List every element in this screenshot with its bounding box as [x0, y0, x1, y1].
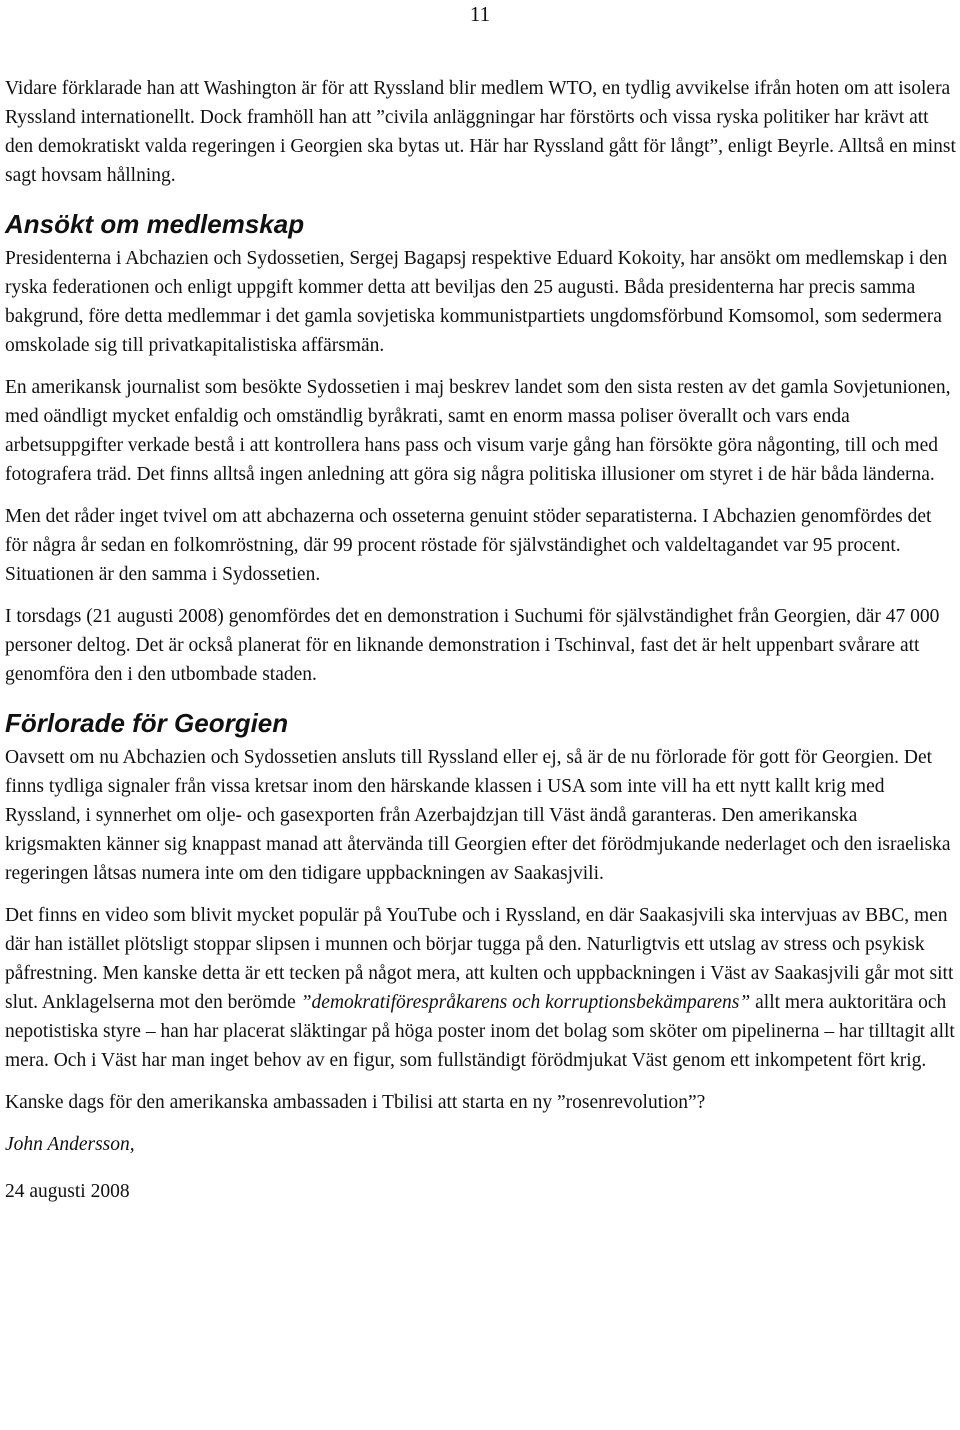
signature-date: 24 augusti 2008 [5, 1181, 130, 1202]
paragraph-2: Presidenterna i Abchazien och Sydossetien, Sergej Bagapsj respektive Eduard Kokoity, har ansökt om medlemskap i den ryska federationen och enligt uppgift kommer detta att beviljas den 25 augusti. Båda presidenterna har precis samma bakgrund, före detta medlemmar i det gamla sovjetiska kommunistpartiets ungdomsförbund Komsomol, som sedermera omskolade sig till privatkapitalistiska affärsmän. [5, 248, 948, 356]
paragraph-8: Kanske dags för den amerikanska ambassaden i Tbilisi att starta en ny ”rosenrevolution”? [5, 1092, 706, 1113]
paragraph-6: Oavsett om nu Abchazien och Sydossetien ansluts till Ryssland eller ej, så är de nu förlorade för gott för Georgien. Det finns tydliga signaler från vissa kretsar inom den härskande klassen i USA som inte vill ha ett nytt kallt krig med Ryssland, i synnerhet om olje- och gasexporten från Azerbajdzjan till Väst ändå garanteras. Den amerikanska krigsmakten känner sig knappast manad att återvända till Georgien efter det förödmjukande nederlaget och den israeliska regeringen låtsas numera inte om den tidigare uppbackningen av Saakasjvili. [5, 747, 951, 884]
paragraph-5: I torsdags (21 augusti 2008) genomfördes det en demonstration i Suchumi för självständighet från Georgien, där 47 000 personer deltog. Det är också planerat för en liknande demonstration i Tschinval, fast det är helt uppenbart svårare att genomföra den i den utbombade staden. [5, 606, 940, 685]
paragraph-1: Vidare förklarade han att Washington är för att Ryssland blir medlem WTO, en tydlig avvikelse ifrån hoten om att isolera Ryssland internationellt. Dock framhöll han att ”civila anläggningar har förstörts och vissa ryska politiker har krävt att den demokratiskt valda regeringen i Georgien ska bytas ut. Här har Ryssland gått för långt”, enligt Beyrle. Alltså en minst sagt hovsam hållning. [5, 78, 956, 186]
paragraph-4: Men det råder inget tvivel om att abchazerna och osseterna genuint stöder separatisterna. I Abchazien genomfördes det för några år sedan en folkomröstning, där 99 procent röstade för självständighet och valdeltagandet var 95 procent. Situationen är den samma i Sydossetien. [5, 506, 932, 585]
paragraph-3: En amerikansk journalist som besökte Sydossetien i maj beskrev landet som den sista resten av det gamla Sovjetunionen, med oändligt mycket enfaldig och omständlig byråkrati, samt en enorm massa poliser överallt och vars enda arbetsuppgifter verkade bestå i att kontrollera hans pass och visum varje gång han försökte göra någonting, till och med fotografera träd. Det finns alltså ingen anledning att göra sig några politiska illusioner om styret i de här båda länderna. [5, 377, 951, 485]
heading-ansokt-om-medlemskap: Ansökt om medlemskap [5, 209, 305, 239]
paragraph-7-start: Det finns en video som blivit mycket populär på YouTube och i Ryssland, en där Saakasjvili ska intervjuas av BBC, men där han istället plötsligt stoppar slipsen i munnen och börjar tugga på den. Naturligtvis ett utslag av stress och psykisk påfrestning. Men kanske detta är ett tecken på något mera, att kulten och uppbackningen i Väst av Saakasjvili går mot sitt slut. Anklagelserna mot den berömde [5, 905, 954, 1013]
page-number: 11 [469, 2, 491, 26]
heading-forlorade-for-georgien: Förlorade för Georgien [5, 708, 289, 738]
paragraph-7-quote: ”demokratiförespråkarens och korruptionsbekämparens” [300, 992, 751, 1013]
signature-name: John Andersson, [5, 1134, 135, 1155]
paragraph-7-end: allt mera auktoritära och nepotistiska styre – han har placerat släktingar på höga poster inom det bolag som sköter om pipelinerna – har tilltagit allt mera. Och i Väst har man inget behov av en figur, som fullständigt förödmjukat Väst genom ett inkompetent fört krig. [5, 992, 955, 1071]
paragraph-7 [5, 901, 957, 1075]
article-body [5, 74, 957, 1206]
